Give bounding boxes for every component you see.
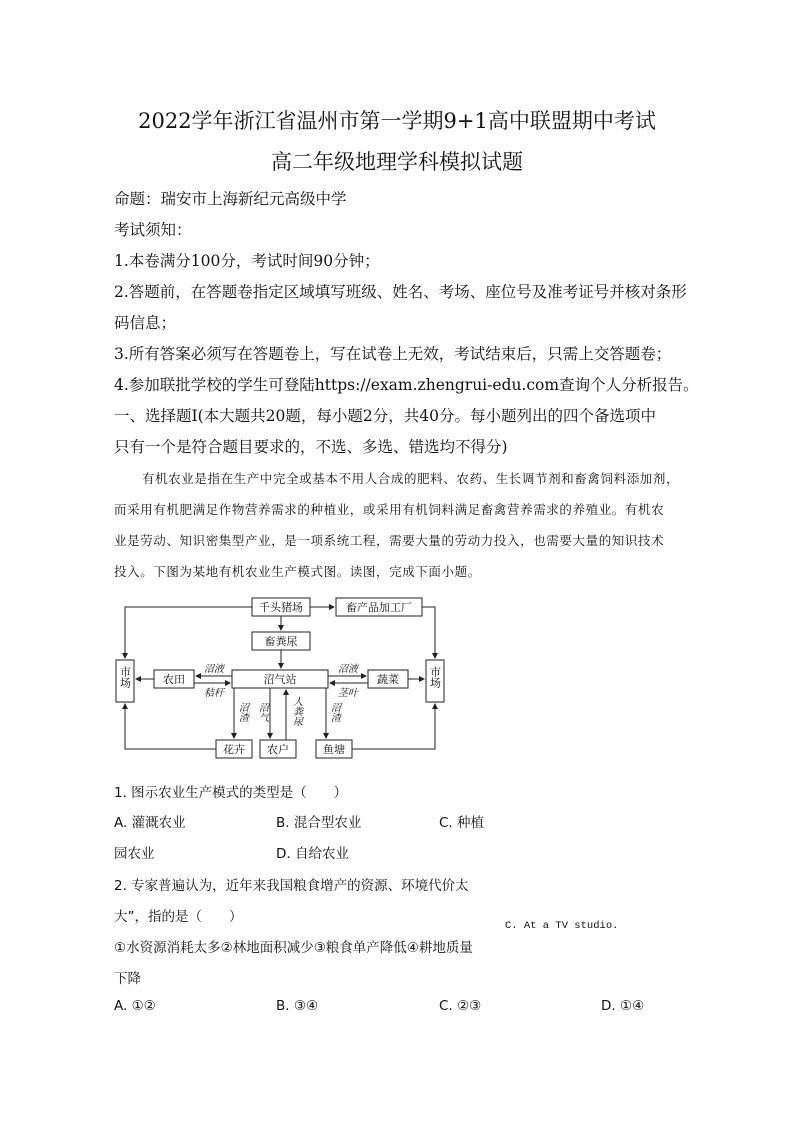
page-subtitle: 高二年级地理学科模拟试题 [271, 150, 523, 174]
organic-farming-diagram [110, 590, 455, 765]
biogas-label: 沼气 [256, 702, 268, 722]
market-right-label: 市场 [428, 666, 442, 688]
processing-label: 畜产品加工厂 [346, 601, 412, 614]
q2-stem-line2: 大”，指的是（ ） [114, 909, 243, 925]
human-waste-label: 人粪尿 [290, 696, 302, 726]
q1-option-d: D. 自给农业 [276, 846, 349, 862]
flowers-label: 花卉 [223, 743, 245, 756]
vegetables-label: 蔬菜 [377, 673, 399, 686]
section-heading-line2: 只有一个是符合题目要求的，不选、多选、错选均不得分) [114, 438, 508, 456]
notice-heading: 考试须知： [114, 221, 192, 239]
q1-option-c-cont: 园农业 [114, 846, 155, 862]
notice-4: 4.参加联批学校的学生可登陆https://exam.zhengrui-edu.com查询个人分析报告。 [114, 376, 699, 394]
farmland-label: 农田 [163, 673, 185, 686]
stems-label: 茎叶 [338, 688, 358, 699]
q2-stem-line1: 2. 专家普遍认为，近年来我国粮食增产的资源、环境代价太 [114, 878, 469, 894]
q1-option-a: A. 灌溉农业 [114, 815, 186, 831]
q2-option-d: D. ①④ [601, 998, 645, 1014]
passage-line-4: 投入。下图为某地有机农业生产模式图。读图，完成下面小题。 [114, 564, 481, 579]
stray-text: C. At a TV studio. [505, 920, 619, 932]
q1-option-c: C. 种植 [439, 815, 485, 831]
q2-options-line1: ①水资源消耗太多②林地面积减少③粮食单产降低④耕地质量 [114, 940, 473, 956]
market-left-label: 市场 [118, 666, 132, 688]
manure-label: 畜粪尿 [264, 635, 298, 648]
slurry-left-label: 沼液 [204, 664, 224, 675]
section-heading-line1: 一、选择题Ⅰ(本大题共20题，每小题2分，共40分。每小题列出的四个备选项中 [114, 407, 656, 425]
q2-option-b: B. ③④ [276, 998, 319, 1014]
notice-2: 2.答题前，在答题卷指定区域填写班级、姓名、考场、座位号及准考证号并核对条形 [114, 283, 687, 301]
author-line: 命题：瑞安市上海新纪元高级中学 [114, 190, 347, 208]
fishpond-label: 鱼塘 [323, 743, 345, 756]
q2-option-c: C. ②③ [439, 998, 482, 1014]
q1-stem: 1. 图示农业生产模式的类型是（ ） [114, 785, 348, 801]
residue-flowers-label: 沼渣 [236, 702, 248, 722]
q2-options-line2: 下降 [114, 971, 141, 987]
pig-farm-label: 千头猪场 [259, 601, 303, 614]
passage-line-2: 而采用有机肥满足作物营养需求的种植业，或采用有机饲料满足畜禽营养需求的养殖业。有机农 [114, 502, 665, 517]
page-title: 2022学年浙江省温州市第一学期9+1高中联盟期中考试 [138, 109, 656, 133]
q2-option-a: A. ①② [114, 998, 156, 1014]
q1-option-b: B. 混合型农业 [276, 815, 362, 831]
notice-3: 3.所有答案必须写在答题卷上，写在试卷上无效，考试结束后，只需上交答题卷； [114, 345, 672, 363]
passage-line-1: 有机农业是指在生产中完全或基本不用人合成的肥料、农药、生长调节剂和畜禽饲料添加剂， [142, 471, 680, 486]
slurry-right-label: 沼液 [338, 664, 358, 675]
farmers-label: 农户 [267, 743, 289, 756]
notice-1: 1.本卷满分100分，考试时间90分钟； [114, 252, 380, 270]
notice-2-cont: 码信息； [114, 314, 177, 332]
biogas-station-label: 沼气站 [263, 673, 297, 686]
residue-fish-label: 沼渣 [328, 702, 340, 722]
passage-line-3: 业是劳动、知识密集型产业，是一项系统工程，需要大量的劳动力投入，也需要大量的知识技术 [114, 533, 665, 548]
straw-label: 秸秆 [204, 688, 224, 699]
